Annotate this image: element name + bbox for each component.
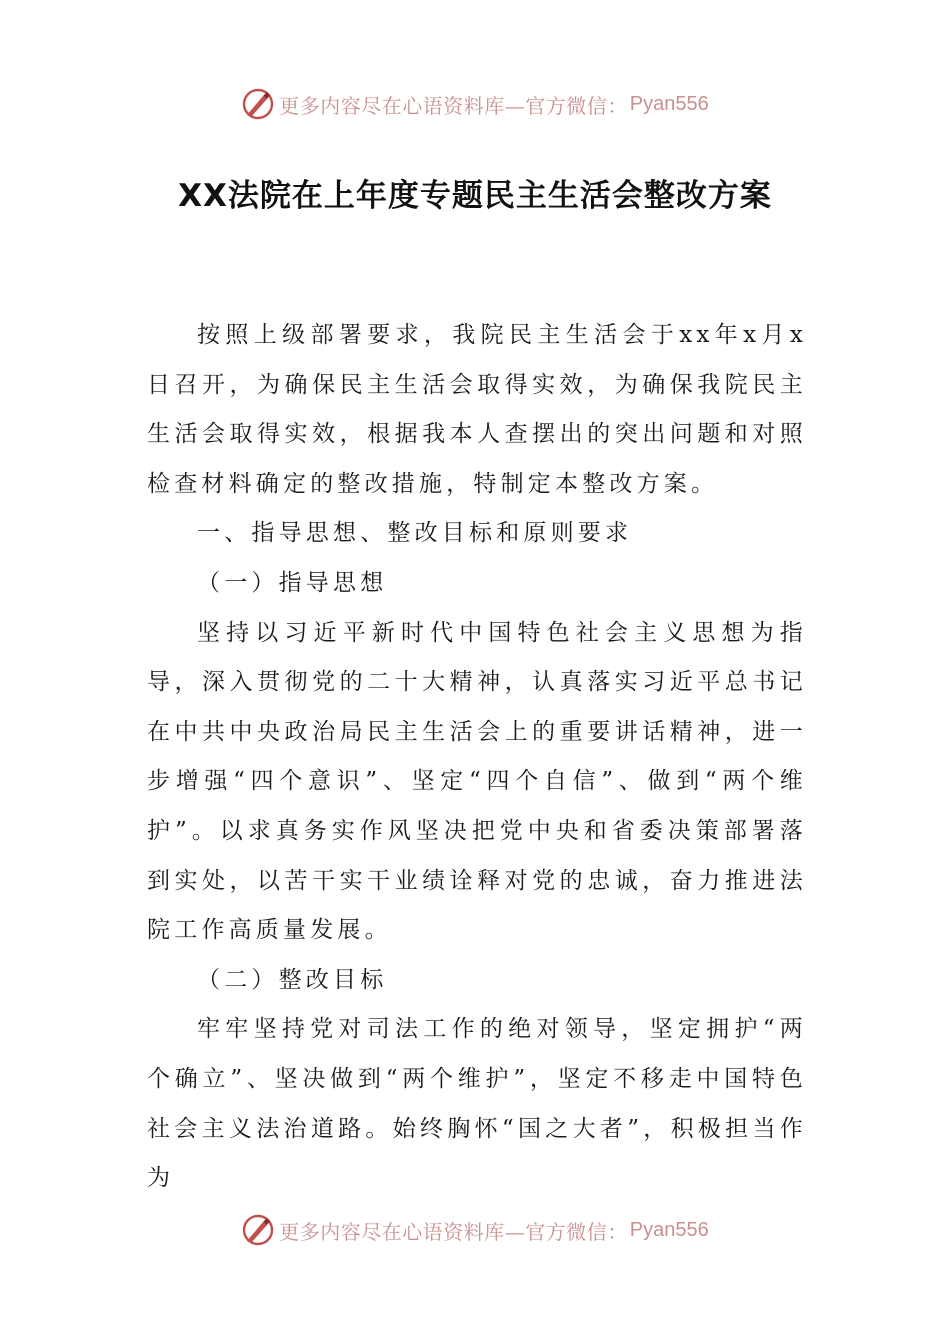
heading-subsection-1: （一）指导思想 bbox=[197, 569, 388, 596]
wechat-id: Pyan556 bbox=[629, 1218, 709, 1241]
footer-banner bbox=[0, 1208, 950, 1252]
paragraph-intro: 按照上级部署要求，我院民主生活会于xx年x月x日召开，为确保民主生活会取得实效，为确保我院民主生活会取得实效，根据我本人查摆出的突出问题和对照检查材料确定的整改措施，特制定本整改方案。 bbox=[147, 322, 807, 497]
paragraph-rectification-goal: 牢牢坚持党对司法工作的绝对领导，坚定拥护“两个确立”、坚决做到“两个维护”，坚定不移走中国特色社会主义法治道路。始终胸怀“国之大者”，积极担当作为 bbox=[147, 1016, 807, 1192]
wechat-id: Pyan556 bbox=[629, 92, 709, 115]
pen-circle-logo-icon bbox=[241, 87, 275, 121]
document-title: XX法院在上年度专题民主生活会整改方案 bbox=[178, 178, 772, 214]
pen-circle-logo-icon bbox=[241, 1213, 275, 1247]
heading-section-1: 一、指导思想、整改目标和原则要求 bbox=[197, 520, 633, 547]
banner-text: 更多内容尽在心语资料库—官方微信： bbox=[279, 93, 628, 118]
heading-subsection-2: （二）整改目标 bbox=[197, 966, 388, 993]
paragraph-guiding-thought: 坚持以习近平新时代中国特色社会主义思想为指导，深入贯彻党的二十大精神，认真落实习近平总书记在中共中央政治局民主生活会上的重要讲话精神，进一步增强“四个意识”、坚定“四个自信”、做到“两个维护”。以求真务实作风坚决把党中央和省委决策部署落到实处，以苦干实干业绩诠释对党的忠诚，奋力推进法院工作高质量发展。 bbox=[147, 619, 807, 944]
banner-text: 更多内容尽在心语资料库—官方微信： bbox=[279, 1219, 628, 1244]
header-banner bbox=[0, 82, 950, 126]
document-body bbox=[147, 311, 807, 1204]
